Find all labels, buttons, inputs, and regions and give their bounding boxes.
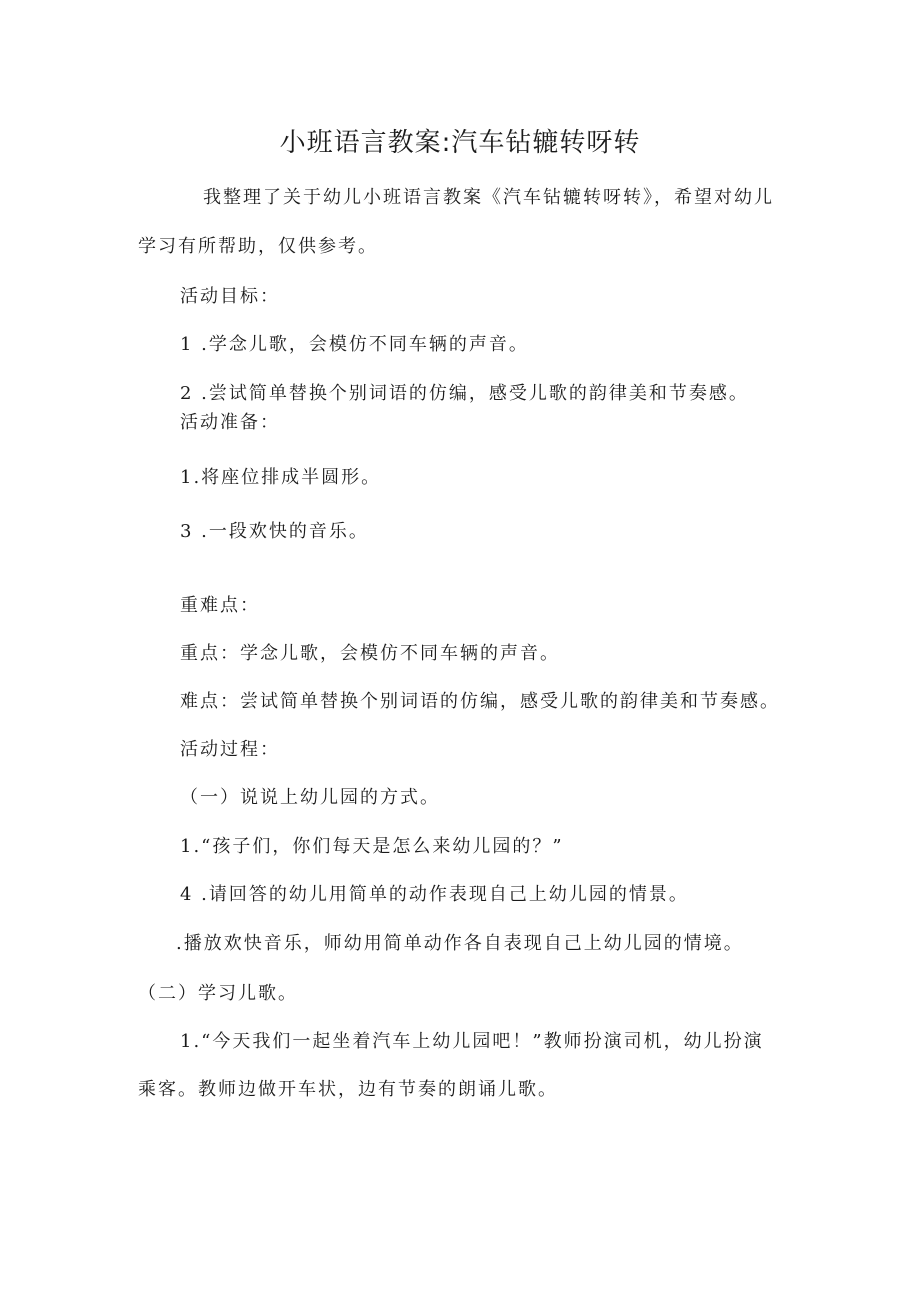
prep-item-1: 1.将座位排成半圆形。 xyxy=(180,467,382,488)
intro-paragraph-line-1: 我整理了关于幼儿小班语言教案《汽车钻辘转呀转》，希望对幼儿 xyxy=(203,187,774,208)
goal-item-2: 2 .尝试简单替换个别词语的仿编，感受儿歌的韵律美和节奏感。 xyxy=(180,383,749,404)
goals-heading: 活动目标： xyxy=(180,286,280,307)
key-heading: 重难点： xyxy=(180,595,260,616)
prep-item-2: 3 .一段欢快的音乐。 xyxy=(180,521,369,542)
prep-heading: 活动准备： xyxy=(180,412,280,433)
section-2-heading: （二）学习儿歌。 xyxy=(138,983,298,1004)
page-title: 小班语言教案:汽车钻辘转呀转 xyxy=(279,128,641,158)
section-2-item-1-line-1: 1.“今天我们一起坐着汽车上幼儿园吧！”教师扮演司机，幼儿扮演 xyxy=(180,1031,764,1052)
section-1-item-2: 4 .请回答的幼儿用简单的动作表现自己上幼儿园的情景。 xyxy=(180,884,689,905)
section-1-heading: （一）说说上幼儿园的方式。 xyxy=(180,787,440,808)
difficult-point: 难点：尝试简单替换个别词语的仿编，感受儿歌的韵律美和节奏感。 xyxy=(180,691,780,712)
process-heading: 活动过程： xyxy=(180,739,280,760)
section-1-item-1: 1.“孩子们，你们每天是怎么来幼儿园的？” xyxy=(180,836,564,857)
section-2-item-1-line-2: 乘客。教师边做开车状，边有节奏的朗诵儿歌。 xyxy=(138,1079,558,1100)
key-point: 重点：学念儿歌，会模仿不同车辆的声音。 xyxy=(180,643,560,664)
section-1-item-3: .播放欢快音乐，师幼用简单动作各自表现自己上幼儿园的情境。 xyxy=(176,933,744,954)
goal-item-1: 1 .学念儿歌，会模仿不同车辆的声音。 xyxy=(180,334,529,355)
intro-paragraph-line-2: 学习有所帮助，仅供参考。 xyxy=(138,236,378,257)
